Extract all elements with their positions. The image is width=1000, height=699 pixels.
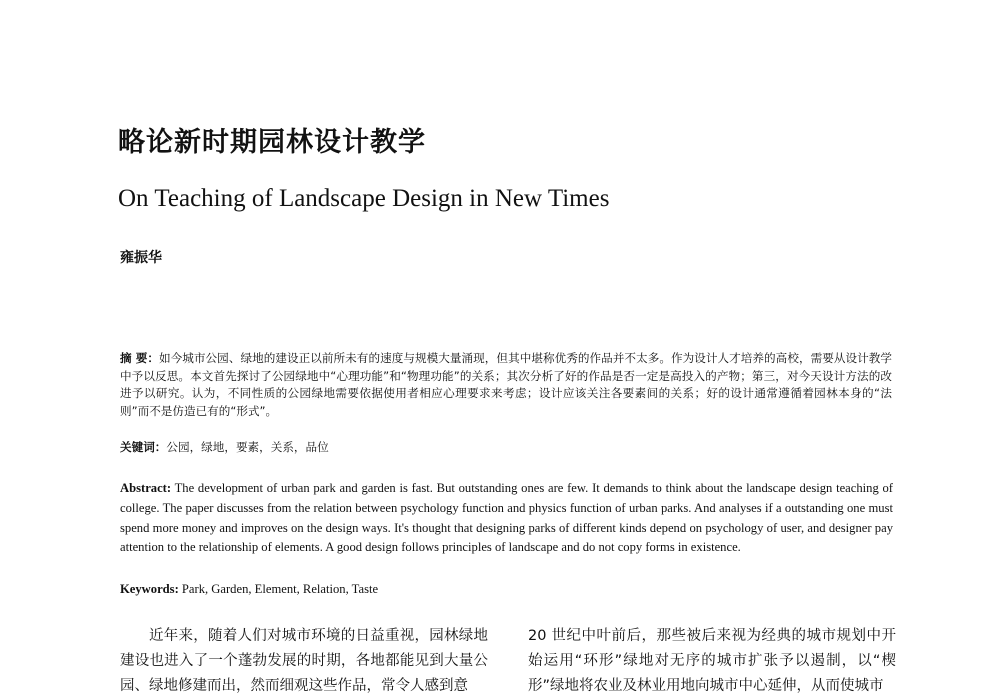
english-abstract-text: The development of urban park and garden is fast. But outstanding ones are few. It demands to think about the landscape design teaching of college. The paper discusses from the relation between psychology function and physics function of urban parks. And analyses if a outstanding one must spend more money and improves on the design ways. It's thought that designing parks of different kinds depend on psychology of user, and designer pay attention to the relationship of elements. A good design follows principles of landscape and do not copy forms in existence. [120, 481, 893, 555]
english-keywords-label: Keywords: [120, 582, 179, 596]
chinese-abstract [120, 350, 892, 420]
paper-title-chinese: 略论新时期园林设计教学 [118, 127, 426, 158]
paper-title-english: On Teaching of Landscape Design in New Times [118, 185, 610, 212]
chinese-abstract-text: 如今城市公园、绿地的建设正以前所未有的速度与规模大量涌现，但其中堪称优秀的作品并不太多。作为设计人才培养的高校，需要从设计教学中予以反思。本文首先探讨了公园绿地中“心理功能”和“物理功能”的关系；其次分析了好的作品是否一定是高投入的产物；第三，对今天设计方法的改进予以研究。认为，不同性质的公园绿地需要依据使用者相应心理要求来考虑；设计应该关注各要素间的关系；好的设计通常遵循着园林本身的“法则”而不是仿造已有的“形式”。 [120, 351, 892, 418]
chinese-keywords-text: 公园，绿地，要素，关系，品位 [166, 440, 329, 454]
chinese-abstract-label: 摘 要： [120, 351, 159, 365]
chinese-keywords [120, 439, 329, 455]
english-keywords [120, 582, 378, 597]
body-left-column: 近年来，随着人们对城市环境的日益重视，园林绿地建设也进入了一个蓬勃发展的时期，各地都能见到大量公园、绿地修建而出，然而细观这些作品，常令人感到意 [120, 628, 488, 694]
english-abstract-label: Abstract: [120, 481, 172, 495]
english-keywords-text: Park, Garden, Element, Relation, Taste [181, 582, 379, 596]
chinese-keywords-label: 关键词： [120, 440, 167, 454]
english-abstract [120, 479, 893, 558]
body-right-column: 20 世纪中叶前后，那些被后来视为经典的城市规划中开始运用“环形”绿地对无序的城市扩张予以遏制，以“楔形”绿地将农业及林业用地向城市中心延伸，从而使城市 [528, 628, 896, 694]
author-name: 雍振华 [120, 250, 162, 266]
